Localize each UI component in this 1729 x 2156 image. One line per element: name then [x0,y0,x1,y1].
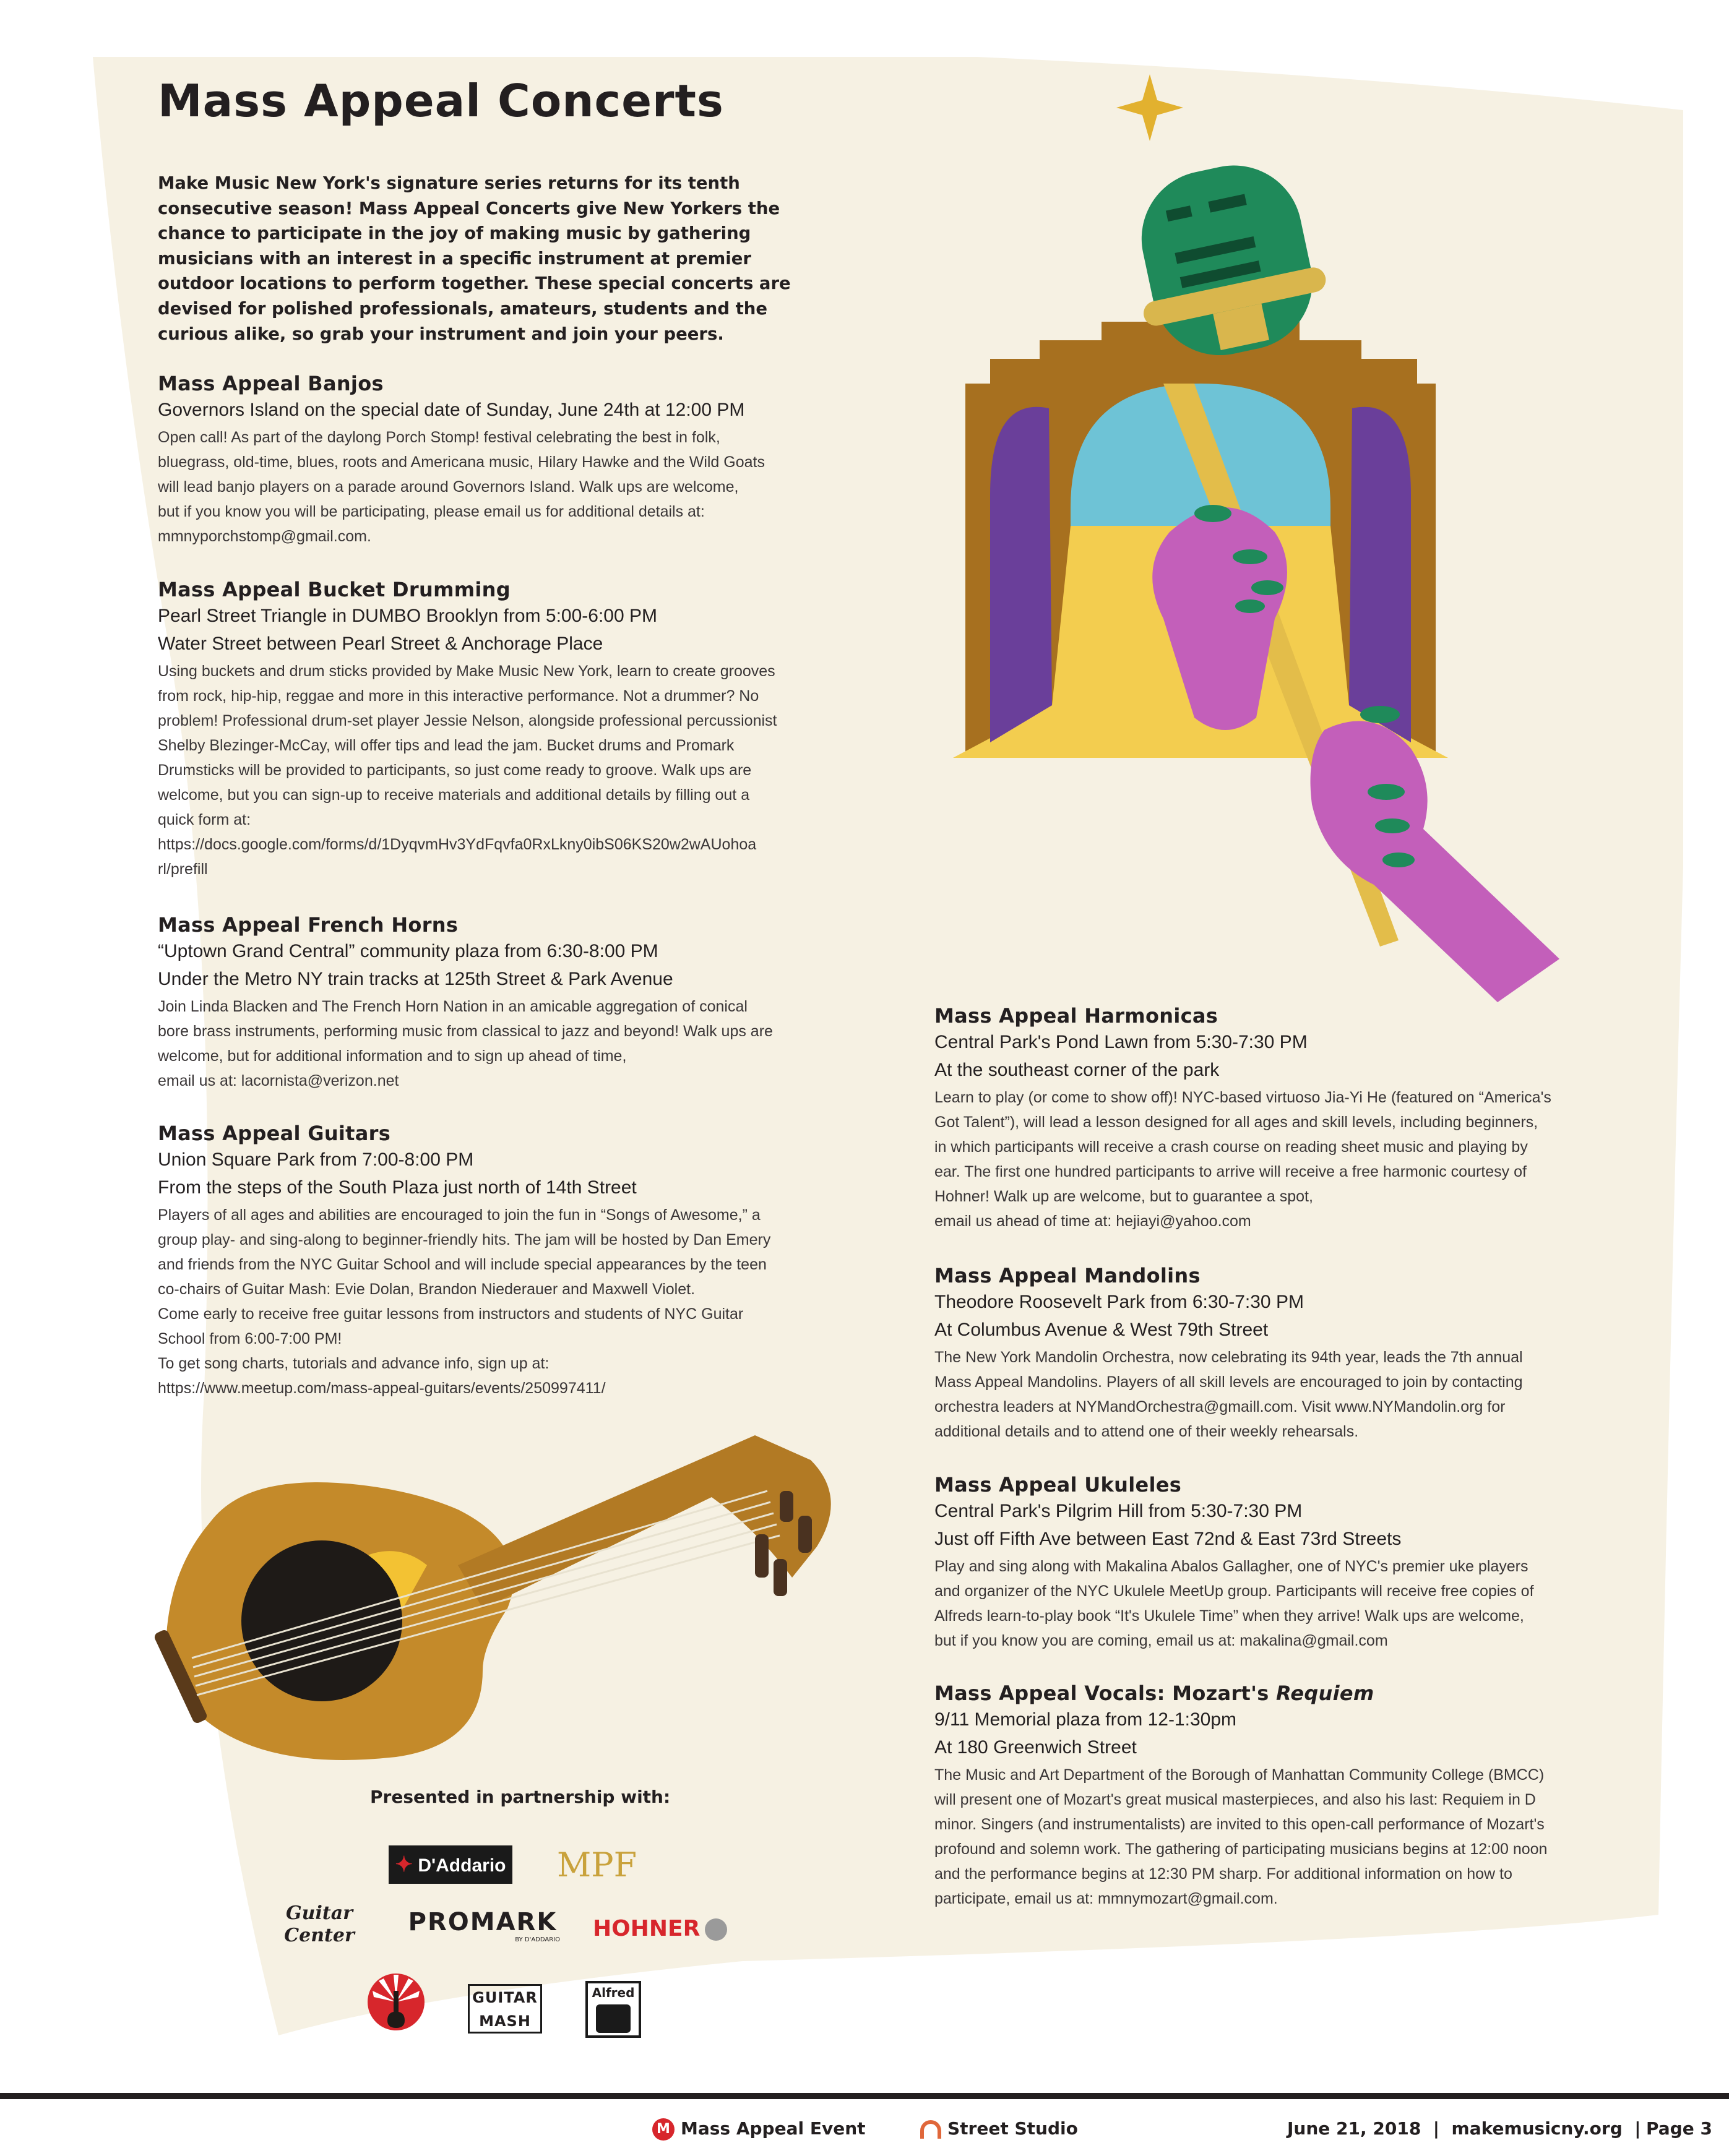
curtain-right [1349,407,1411,742]
promark-logo[interactable]: PROMARK BY D'ADDARIO [408,1908,560,1943]
section-mandolins [934,1263,1603,1444]
footer-date-site: June 21, 2018 | makemusicny.org | [1287,2118,1641,2139]
section-title: Mass Appeal Ukuleles [934,1473,1182,1497]
guitar-center-logo[interactable]: Guitar Center [284,1902,355,1946]
section-when: 9/11 Memorial plaza from 12-1:30pm [934,1709,1236,1730]
headphones-icon [920,2120,941,2139]
section-body: Learn to play (or come to show off)! NYC-based virtuoso Jia-Yi He (featured on “America's Got Talent”), will lead a lesson designed for all ages and skill levels, including beginners, in which participants will receive a crash course on reading sheet music and playing by ear. The first one hundred participants to arrive will receive a free harmonic courtesy of Hohner! Walk up are welcome, but to guarantee a spot, email us ahead of time at: hejiayi@yahoo.com [934,1085,1603,1234]
microphone-stage-illustration [903,62,1646,1002]
mass-appeal-badge-icon: M [652,2118,675,2141]
section-title: Mass Appeal Banjos [158,372,384,395]
section-where: Just off Fifth Ave between East 72nd & East 73rd Streets [934,1529,1402,1549]
guitar-mash-logo[interactable]: GUITAR MASH [468,1984,542,2034]
section-where: At Columbus Avenue & West 79th Street [934,1320,1269,1340]
intro-paragraph: Make Music New York's signature series returns for its tenth consecutive season! Mass Appeal Concerts give New Yorkers the chance to participate in the joy of making music by gathering musicians with an interest in a specific instrument at premier outdoor locations to perform together. These special concerts are devised for polished professionals, amateurs, students and the curious alike, so grab your instrument and join your peers. [158,173,791,344]
section-where: At 180 Greenwich Street [934,1737,1137,1758]
page-footer [0,2099,1729,2156]
section-french-horns [158,913,832,1093]
section-when: “Uptown Grand Central” community plaza from 6:30-8:00 PM [158,941,658,961]
section-where: From the steps of the South Plaza just north of 14th Street [158,1177,637,1198]
section-vocals [934,1681,1603,1911]
section-body: Join Linda Blacken and The French Horn Nation in an amicable aggregation of conical bore brass instruments, performing music from classical to jazz and beyond! Walk ups are welcome, but for additional information and to sign up ahead of time, email us at: lacornista@verizon.net [158,994,832,1093]
section-title: Mass Appeal Guitars [158,1122,391,1145]
section-body: Using buckets and drum sticks provided by Make Music New York, learn to create grooves from rock, hip-hip, reggae and more in this interactive performance. Not a drummer? No problem! Professional drum-set player Jessie Nelson, alongside professional percussionist Shelby Blezinger-McCay, will offer tips and lead the jam. Bucket drums and Promark Drumsticks will be provided to participants, so just come ready to groove. Walk ups are welcome, but you can sign-up to receive materials and additional details by filling out a quick form at: https://docs.google.com/forms/d/1DyqvmHv3YdFqvfa0RxLkny0ibS06KS20w2wAUohoa rl/prefill [158,659,832,882]
section-ukuleles [934,1472,1603,1653]
section-banjos [158,371,832,549]
guitar-illustration [136,1423,879,1769]
daddario-logo[interactable]: ✦ D'Addario [389,1845,512,1884]
email-link[interactable]: email us ahead of time at: hejiayi@yahoo.com [934,1213,1251,1230]
email-link[interactable]: participate, email us at: mmnymozart@gmail.com. [934,1890,1278,1907]
section-when: Pearl Street Triangle in DUMBO Brooklyn from 5:00-6:00 PM [158,606,657,626]
alfred-emblem-icon [596,2004,631,2033]
section-when: Central Park's Pond Lawn from 5:30-7:30 PM [934,1032,1308,1052]
email-link[interactable]: email us at: lacornista@verizon.net [158,1072,399,1089]
section-title: Mass Appeal Bucket Drumming [158,578,511,601]
footer-rule [0,2093,1729,2099]
section-title: Mass Appeal French Horns [158,913,459,937]
page-title: Mass Appeal Concerts [158,75,724,127]
section-where: Water Street between Pearl Street & Anchorage Place [158,633,603,654]
section-body: Players of all ages and abilities are encouraged to join the fun in “Songs of Awesome,” a group play- and sing-along to beginner-friendly hits. The jam will be hosted by Dan Emery and friends from the NYC Guitar School and will include special appearances by the teen co-chairs of Guitar Mash: Evie Dolan, Brandon Niederauer and Maxwell Violet. Come early to receive free guitar lessons from instructors and students of NYC Guitar School from 6:00-7:00 PM! To get song charts, tutorials and advance info, sign up at: https://www.meetup.com/mass-appeal-guitars/events/250997411/ [158,1203,832,1401]
section-where: Under the Metro NY train tracks at 125th Street & Park Avenue [158,969,673,989]
partners-label: Presented in partnership with: [370,1787,671,1807]
curtain-left [990,407,1052,742]
email-link[interactable]: but if you know you are coming, email us at: makalina@gmail.com [934,1632,1388,1649]
make-music-guitar-badge[interactable] [366,1972,426,2032]
mpf-logo[interactable]: MPF [557,1845,637,1884]
section-bucket-drumming [158,577,832,882]
footer-event: M Mass Appeal Event [652,2116,866,2141]
email-link[interactable]: mmnyporchstomp@gmail.com. [158,528,371,545]
section-body: The New York Mandolin Orchestra, now celebrating its 94th year, leads the 7th annual Mass Appeal Mandolins. Players of all skill levels are encouraged to join by contacting orchestra leaders at NYMandOrchestra@gmaill.com. Visit www.NYMandolin.org for additional details and to attend one of their weekly rehearsals. [934,1349,1523,1440]
section-when: Central Park's Pilgrim Hill from 5:30-7:30 PM [934,1501,1303,1521]
form-link[interactable]: https://docs.google.com/forms/d/1DyqvmHv3YdFqvfa0RxLkny0ibS06KS20w2wAUohoa [158,836,757,853]
section-title: Mass Appeal Vocals: Mozart's Requiem [934,1681,1374,1705]
section-body: Open call! As part of the daylong Porch Stomp! festival celebrating the best in folk, bluegrass, old-time, blues, roots and Americana music, Hilary Hawke and the Wild Goats will lead banjo players on a parade around Governors Island. Walk ups are welcome, but if you know you will be participating, please email us for additional details at: mmnyporchstomp@gmail.com. [158,425,832,549]
hohner-badge-icon [705,1918,727,1941]
section-when: Theodore Roosevelt Park from 6:30-7:30 PM [934,1292,1304,1312]
footer-studio: Street Studio [920,2116,1078,2141]
page-number: Page 3 [1646,2118,1712,2139]
form-link-continued[interactable]: rl/prefill [158,861,208,878]
section-title: Mass Appeal Mandolins [934,1264,1201,1287]
alfred-logo[interactable]: Alfred [585,1981,641,2038]
section-when-where: Governors Island on the special date of Sunday, June 24th at 12:00 PM [158,400,745,420]
section-body: The Music and Art Department of the Borough of Manhattan Community College (BMCC) will present one of Mozart's great musical masterpieces, and also his last: Requiem in D minor. Singers (and instrumentalists) are invited to this open-call performance of Mozart's profound and solemn work. The gathering of participating musicians begins at 12:00 noon and the performance begins at 12:30 PM sharp. For additional information on how to participate, email us at: mmnymozart@gmail.com. [934,1763,1603,1911]
section-title: Mass Appeal Harmonicas [934,1004,1218,1028]
section-harmonicas [934,1003,1603,1234]
section-when: Union Square Park from 7:00-8:00 PM [158,1149,474,1170]
hohner-logo[interactable]: HOHNER [593,1913,741,1944]
section-where: At the southeast corner of the park [934,1060,1220,1080]
section-body: Play and sing along with Makalina Abalos Gallagher, one of NYC's premier uke players and organizer of the NYC Ukulele MeetUp group. Participants will receive free copies of Alfreds learn-to-play book “It's Ukulele Time” when they arrive! Walk ups are welcome, but if you know you are coming, email us at: makalina@gmail.com [934,1554,1603,1653]
section-guitars [158,1121,832,1401]
meetup-link[interactable]: https://www.meetup.com/mass-appeal-guitars/events/250997411/ [158,1380,606,1397]
